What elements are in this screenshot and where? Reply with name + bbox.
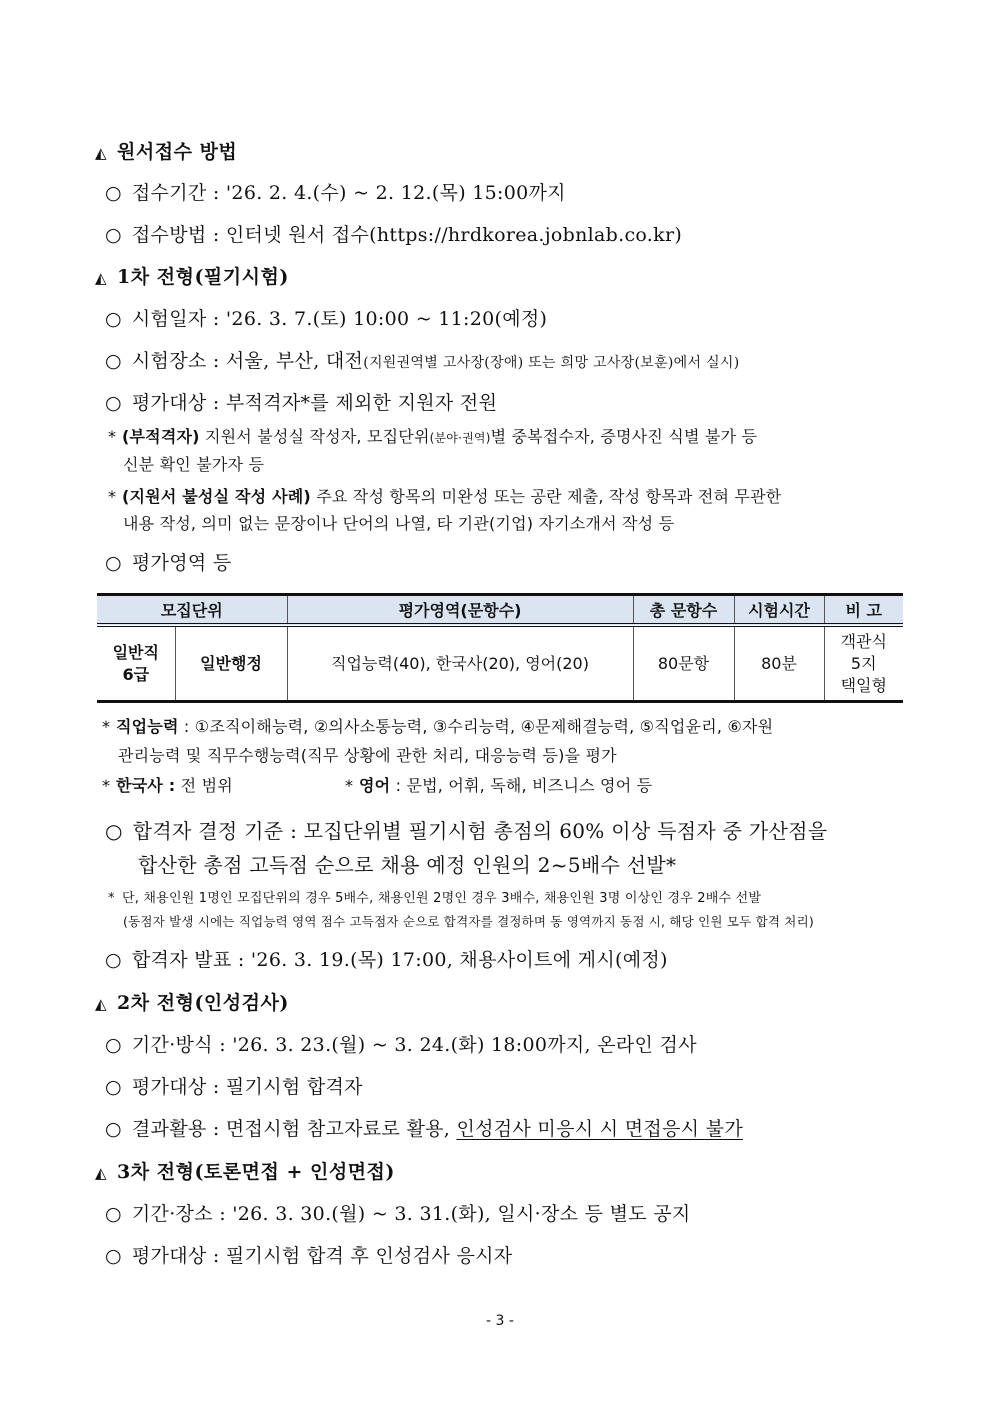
header-total: 총 문항수	[633, 595, 734, 626]
pass-note-cont: (동점자 발생 시에는 직업능력 영역 점수 고득점자 순으로 합격자를 결정하며 동 영역까지 동점 시, 해당 인원 모두 합격 처리)	[123, 914, 814, 929]
section-heading-stage3: ◭ 3차 전형(토론면접 + 인성면접)	[95, 1161, 395, 1183]
header-time: 시험시간	[734, 595, 824, 626]
stage2-period: ○ 기간·방식 : '26. 3. 23.(월) ~ 3. 24.(화) 18:00까지, 온라인 검사	[105, 1034, 697, 1056]
triangle-bullet-icon: ◭	[95, 995, 108, 1013]
pass-criteria-cont: 합산한 총점 고득점 순으로 채용 예정 인원의 2~5배수 선발*	[138, 853, 677, 877]
page-number: - 3 -	[486, 1313, 514, 1329]
application-period: ○ 접수기간 : '26. 2. 4.(수) ~ 2. 12.(목) 15:00까지	[105, 182, 566, 204]
circle-bullet-icon: ○	[105, 1118, 122, 1140]
circle-bullet-icon: ○	[105, 1245, 122, 1267]
note-insincere: * (지원서 불성실 작성 사례) 주요 작성 항목의 미완성 또는 공란 제출, 작성 항목과 전혀 무관한	[108, 487, 782, 506]
cell-areas: 직업능력(40), 한국사(20), 영어(20)	[287, 625, 633, 702]
cell-unit: 일반행정	[175, 625, 287, 702]
pass-note: * 단, 채용인원 1명인 모집단위의 경우 5배수, 채용인원 2명인 경우 3배수, 채용인원 3명 이상인 경우 2배수 선발	[108, 891, 762, 906]
footnote-job-ability-cont: 관리능력 및 직무수행능력(직무 상황에 관한 처리, 대응능력 등)을 평가	[118, 746, 617, 765]
table-row	[97, 625, 903, 702]
circle-bullet-icon: ○	[105, 819, 123, 843]
cell-remark: 객관식 5지 택일형	[824, 625, 903, 702]
circle-bullet-icon: ○	[105, 392, 122, 414]
exam-place: ○ 시험장소 : 서울, 부산, 대전(지원권역별 고사장(장애) 또는 희망 고사장(보훈)에서 실시)	[105, 350, 740, 372]
footnote-english: * 영어 : 문법, 어휘, 독해, 비즈니스 영어 등	[345, 776, 653, 795]
triangle-bullet-icon: ◭	[95, 144, 108, 162]
usage-warning-underlined: 인성검사 미응시 시 면접응시 불가	[456, 1118, 743, 1140]
note-ineligible-cont: 신분 확인 불가자 등	[123, 455, 265, 474]
exam-target: ○ 평가대상 : 부적격자*를 제외한 지원자 전원	[105, 392, 498, 414]
circle-bullet-icon: ○	[105, 552, 122, 574]
triangle-bullet-icon: ◭	[95, 269, 108, 287]
circle-bullet-icon: ○	[105, 308, 122, 330]
note-insincere-cont: 내용 작성, 의미 없는 문장이나 단어의 나열, 타 기관(기업) 자기소개서 작성 등	[123, 514, 675, 533]
circle-bullet-icon: ○	[105, 1076, 122, 1098]
cell-time: 80분	[734, 625, 824, 702]
stage3-period: ○ 기간·장소 : '26. 3. 30.(월) ~ 3. 31.(화), 일시·장소 등 별도 공지	[105, 1203, 691, 1225]
stage2-usage: ○ 결과활용 : 면접시험 참고자료로 활용, 인성검사 미응시 시 면접응시 불가	[105, 1118, 743, 1140]
stage3-target: ○ 평가대상 : 필기시험 합격 후 인성검사 응시자	[105, 1245, 513, 1267]
circle-bullet-icon: ○	[105, 224, 122, 246]
triangle-bullet-icon: ◭	[95, 1164, 108, 1182]
note-ineligible: * (부적격자) 지원서 불성실 작성자, 모집단위(분야·권역)별 중복접수자, 증명사진 식별 불가 등	[108, 427, 758, 446]
header-areas: 평가영역(문항수)	[287, 595, 633, 626]
exam-date: ○ 시험일자 : '26. 3. 7.(토) 10:00 ~ 11:20(예정)	[105, 308, 548, 330]
stage2-target: ○ 평가대상 : 필기시험 합격자	[105, 1076, 363, 1098]
section-heading-stage1: ◭ 1차 전형(필기시험)	[95, 266, 289, 288]
pass-announcement: ○ 합격자 발표 : '26. 3. 19.(목) 17:00, 채용사이트에 게시(예정)	[105, 949, 668, 971]
section-heading-stage2: ◭ 2차 전형(인성검사)	[95, 992, 289, 1014]
application-method: ○ 접수방법 : 인터넷 원서 접수(https://hrdkorea.jobnlab.co.kr)	[105, 224, 683, 246]
cell-group: 일반직 6급	[97, 625, 175, 702]
circle-bullet-icon: ○	[105, 350, 122, 372]
circle-bullet-icon: ○	[105, 949, 122, 971]
section-heading-application: ◭ 원서접수 방법	[95, 141, 238, 163]
eval-area-label: ○ 평가영역 등	[105, 552, 232, 574]
circle-bullet-icon: ○	[105, 182, 122, 204]
footnote-job-ability: * 직업능력 : ①조직이해능력, ②의사소통능력, ③수리능력, ④문제해결능력, ⑤직업윤리, ⑥자원	[102, 717, 774, 736]
cell-total: 80문항	[633, 625, 734, 702]
circle-bullet-icon: ○	[105, 1203, 122, 1225]
footnote-history: * 한국사 : 전 범위	[102, 776, 233, 795]
pass-criteria: ○ 합격자 결정 기준 : 모집단위별 필기시험 총점의 60% 이상 득점자 중 가산점을	[105, 819, 828, 843]
header-remark: 비 고	[824, 595, 903, 626]
evaluation-table	[97, 593, 903, 703]
table-header-row	[97, 595, 903, 626]
header-unit: 모집단위	[97, 595, 287, 626]
circle-bullet-icon: ○	[105, 1034, 122, 1056]
